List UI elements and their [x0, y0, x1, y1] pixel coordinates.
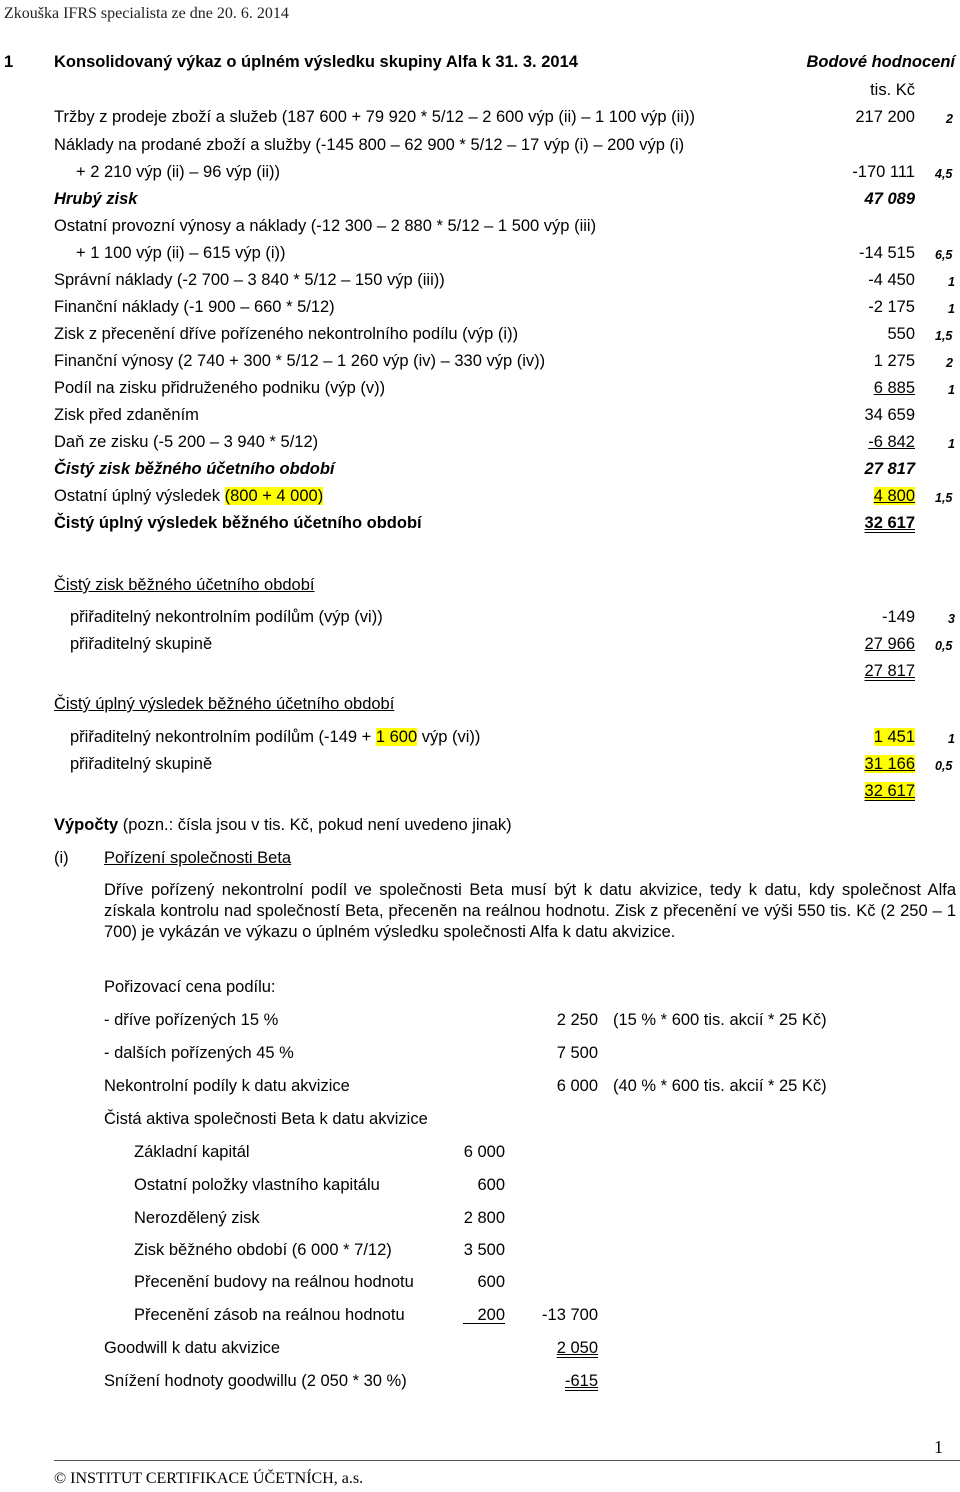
net-profit-label: Čistý zisk běžného účetního období	[54, 460, 335, 478]
tci-group-label: přiřaditelný skupině	[70, 755, 213, 773]
revaluation-gain-label: Zisk z přecenění dříve pořízeného nekontrolního podílu (výp (i))	[54, 325, 519, 343]
oci-label-highlight: (800 + 4 000)	[224, 487, 324, 505]
document-header: Zkouška IFRS specialista ze dne 20. 6. 2014	[4, 5, 289, 22]
calculations-heading-bold: Výpočty	[54, 816, 119, 834]
section-title: Konsolidovaný výkaz o úplném výsledku skupiny Alfa k 31. 3. 2014	[54, 53, 578, 71]
revaluation-gain-points: 1,5	[935, 329, 953, 343]
revaluation-gain-value: 550	[887, 325, 915, 343]
associate-share-value: 6 885	[873, 379, 915, 397]
goodwill-label: Goodwill k datu akvizice	[104, 1339, 281, 1357]
cogs-label-line1: Náklady na prodané zboží a služby (-145 800 – 62 900 * 5/12 – 17 výp (i) – 200 výp (i)	[54, 136, 685, 154]
other-equity-value: 600	[477, 1176, 505, 1194]
tci-group-value-highlight: 31 166	[864, 755, 915, 773]
cogs-points: 4,5	[935, 167, 953, 181]
oci-value	[874, 486, 915, 506]
other-equity-label: Ostatní položky vlastního kapitálu	[134, 1176, 380, 1194]
other-operating-label-line2: + 1 100 výp (ii) – 615 výp (i))	[76, 244, 286, 262]
inventory-revaluation-value: 200	[477, 1306, 505, 1324]
profit-before-tax-value: 34 659	[864, 406, 915, 424]
net-nci-value: -149	[881, 608, 915, 626]
net-assets-heading: Čistá aktiva společnosti Beta k datu akvizice	[104, 1110, 428, 1128]
further-stake-label: - dalších pořízených 45 %	[104, 1044, 294, 1062]
tci-nci-points: 1	[948, 732, 955, 746]
admin-costs-value: -4 450	[868, 271, 915, 289]
footer-copyright: © INSTITUT CERTIFIKACE ÚČETNÍCH, a.s.	[54, 1470, 364, 1487]
income-tax-points: 1	[948, 437, 955, 451]
building-revaluation-value: 600	[477, 1273, 505, 1291]
net-nci-label: přiřaditelný nekontrolním podílům (výp (vi))	[70, 608, 383, 626]
page-number: 1	[934, 1437, 943, 1457]
oci-points: 1,5	[935, 491, 953, 505]
goodwill-impairment-value: -615	[564, 1372, 598, 1390]
associate-share-label: Podíl na zisku přidruženého podniku (výp (v))	[54, 379, 386, 397]
goodwill-impairment-label: Snížení hodnoty goodwillu (2 050 * 30 %)	[104, 1372, 407, 1390]
total-ci-label: Čistý úplný výsledek běžného účetního období	[54, 514, 422, 532]
cogs-value: -170 111	[852, 163, 915, 181]
retained-earnings-value: 2 800	[463, 1209, 505, 1227]
associate-share-points: 1	[948, 383, 955, 397]
tci-attribution-heading: Čistý úplný výsledek běžného účetního období	[54, 695, 395, 713]
tci-group-value	[865, 754, 915, 774]
net-group-value: 27 966	[864, 635, 915, 653]
net-attribution-total: 27 817	[864, 662, 915, 680]
net-profit-attribution-heading: Čistý zisk běžného účetního období	[54, 576, 315, 594]
nci-at-acquisition-note: (40 % * 600 tis. akcií * 25 Kč)	[613, 1077, 827, 1095]
income-tax-value: -6 842	[868, 433, 915, 451]
inventory-revaluation-label: Přecenění zásob na reálnou hodnotu	[134, 1306, 405, 1324]
footer-divider	[54, 1460, 960, 1461]
cogs-label-line2: + 2 210 výp (ii) – 96 výp (ii))	[76, 163, 281, 181]
tci-nci-label-highlight: 1 600	[375, 728, 418, 746]
item-i-number: (i)	[54, 849, 69, 867]
net-assets-total: -13 700	[542, 1306, 598, 1324]
revenue-points: 2	[946, 112, 953, 126]
finance-income-value: 1 275	[873, 352, 915, 370]
earlier-stake-note: (15 % * 600 tis. akcií * 25 Kč)	[613, 1011, 827, 1029]
finance-income-label: Finanční výnosy (2 740 + 300 * 5/12 – 1 260 výp (iv) – 330 výp (iv))	[54, 352, 546, 370]
tci-nci-label-text2: výp (vi))	[417, 728, 481, 746]
cost-heading: Pořizovací cena podílu:	[104, 978, 276, 996]
retained-earnings-label: Nerozdělený zisk	[134, 1209, 260, 1227]
finance-costs-points: 1	[948, 302, 955, 316]
admin-costs-points: 1	[948, 275, 955, 289]
section-number: 1	[4, 53, 14, 71]
income-tax-label: Daň ze zisku (-5 200 – 3 940 * 5/12)	[54, 433, 319, 451]
admin-costs-label: Správní náklady (-2 700 – 3 840 * 5/12 – 150 výp (iii))	[54, 271, 445, 289]
tci-attribution-total-highlight: 32 617	[864, 782, 915, 800]
gross-profit-value: 47 089	[864, 190, 915, 208]
oci-label	[54, 486, 323, 506]
other-operating-points: 6,5	[935, 248, 953, 262]
nci-at-acquisition-label: Nekontrolní podíly k datu akvizice	[104, 1077, 350, 1095]
net-group-points: 0,5	[935, 639, 953, 653]
current-profit-label: Zisk běžného období (6 000 * 7/12)	[134, 1241, 392, 1259]
net-group-label: přiřaditelný skupině	[70, 635, 213, 653]
other-operating-label-line1: Ostatní provozní výnosy a náklady (-12 300 – 2 880 * 5/12 – 1 500 výp (iii)	[54, 217, 597, 235]
tci-attribution-total	[865, 781, 915, 801]
revenue-label: Tržby z prodeje zboží a služeb (187 600 + 79 920 * 5/12 – 2 600 výp (ii) – 1 100 výp (ii))	[54, 108, 695, 126]
net-nci-points: 3	[948, 612, 955, 626]
tci-nci-label-text1: přiřaditelný nekontrolním podílům (-149 +	[70, 728, 376, 746]
goodwill-value: 2 050	[556, 1339, 598, 1357]
tci-nci-value	[874, 727, 915, 747]
points-header: Bodové hodnocení	[806, 53, 955, 71]
share-capital-value: 6 000	[463, 1143, 505, 1161]
further-stake-value: 7 500	[556, 1044, 598, 1062]
item-i-paragraph: Dříve pořízený nekontrolní podíl ve společnosti Beta musí být k datu akvizice, tedy k datu, kdy společnost Alfa získala kontrolu nad společností Beta, přeceněn na reálnou hodnotu. Zisk z přecenění ve výši 550 tis. Kč (2 250 – 1 700) je vykázán ve výkazu o úplném výsledku společnosti Alfa k datu akvizice.	[104, 881, 956, 941]
finance-income-points: 2	[946, 356, 953, 370]
current-profit-value: 3 500	[463, 1241, 505, 1259]
oci-value-highlight: 4 800	[873, 487, 915, 505]
finance-costs-label: Finanční náklady (-1 900 – 660 * 5/12)	[54, 298, 335, 316]
tci-nci-label	[70, 727, 480, 747]
oci-label-text: Ostatní úplný výsledek	[54, 487, 225, 505]
calculations-heading-note: (pozn.: čísla jsou v tis. Kč, pokud není uvedeno jinak)	[118, 816, 512, 834]
earlier-stake-label: - dříve pořízených 15 %	[104, 1011, 279, 1029]
tci-nci-value-highlight: 1 451	[873, 728, 915, 746]
gross-profit-label: Hrubý zisk	[54, 190, 138, 208]
revenue-value: 217 200	[855, 108, 915, 126]
share-capital-label: Základní kapitál	[134, 1143, 250, 1161]
profit-before-tax-label: Zisk před zdaněním	[54, 406, 199, 424]
earlier-stake-value: 2 250	[556, 1011, 598, 1029]
total-ci-value: 32 617	[864, 514, 915, 532]
tci-group-points: 0,5	[935, 759, 953, 773]
net-profit-value: 27 817	[864, 460, 915, 478]
calculations-heading	[54, 815, 512, 835]
building-revaluation-label: Přecenění budovy na reálnou hodnotu	[134, 1273, 414, 1291]
unit-label: tis. Kč	[870, 81, 915, 99]
nci-at-acquisition-value: 6 000	[556, 1077, 598, 1095]
item-i-title: Pořízení společnosti Beta	[104, 849, 292, 867]
finance-costs-value: -2 175	[868, 298, 915, 316]
other-operating-value: -14 515	[859, 244, 915, 262]
